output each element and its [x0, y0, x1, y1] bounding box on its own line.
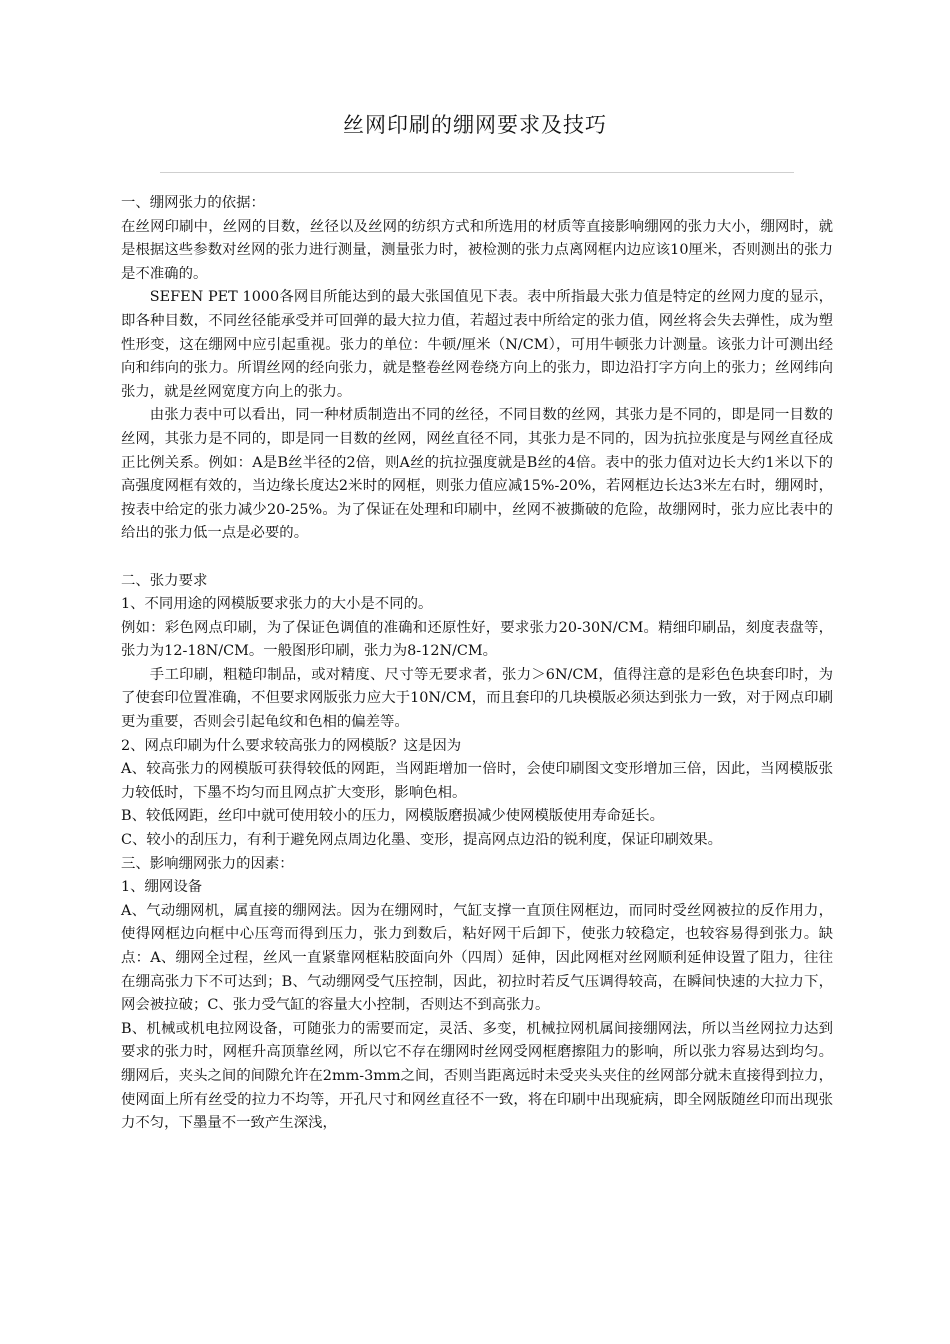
paragraph: 由张力表中可以看出，同一种材质制造出不同的丝径，不同目数的丝网，其张力是不同的，即是同一目数的丝网，其张力是不同的，即是同一目数的丝网，网丝直径不同，其张力是不同的，因为抗拉张度是与网丝直径成正比例关系。例如：A是B丝半径的2倍，则A丝的抗拉强度就是B丝的4倍。表中的张力值对边长大约1米以下的高强度网框有效的，当边缘长度达2米时的网框，则张力值应减15%-20%，若网框边长达3米左右时，绷网时，按表中给定的张力减少20-25%。为了保证在处理和印刷中，丝网不被撕破的危险，故绷网时，张力应比表中的给出的张力低一点是必要的。: [121, 407, 833, 542]
section-heading-1: 一、绷网张力的依据：: [121, 195, 265, 211]
paragraph: A、气动绷网机，属直接的绷网法。因为在绷网时，气缸支撑一直顶住网框边，而同时受丝网被拉的反作用力，使得网框边向框中心压弯而得到压力，张力到数后，粘好网干后卸下，使张力较稳定，也较容易得到张力。缺点：A、绷网全过程，丝风一直紧靠网框粘胶面向外（四周）延伸，因此网框对丝网顺利延伸设置了阻力，往往在绷高张力下不可达到；B、气动绷网受气压控制，因此，初拉时若反气压调得较高，在瞬间快速的大拉力下，网会被拉破；C、张力受气缸的容量大小控制，否则达不到高张力。: [121, 902, 833, 1014]
paragraph: 2、网点印刷为什么要求较高张力的网模版？这是因为: [121, 737, 462, 754]
page-title: 丝网印刷的绷网要求及技巧: [343, 113, 607, 137]
paragraph: 1、不同用途的网模版要求张力的大小是不同的。: [121, 596, 433, 613]
paragraph: 手工印刷，粗糙印制品，或对精度、尺寸等无要求者，张力＞6N/CM，值得注意的是彩色色块套印时，为了使套印位置准确，不但要求网版张力应大于10N/CM，而且套印的几块模版必须达到张力一致，对于网点印刷更为重要，否则会引起龟纹和色相的偏差等。: [121, 666, 833, 731]
paragraph: C、较小的刮压力，有利于避免网点周边化墨、变形，提高网点边沿的锐利度，保证印刷效果。: [121, 832, 723, 849]
section-heading-3: 三、影响绷网张力的因素：: [121, 855, 294, 872]
paragraph: SEFEN PET 1000各网目所能达到的最大张国值见下表。表中所指最大张力值是特定的丝网力度的显示，即各种目数，不同丝径能承受并可回弹的最大拉力值，若超过表中所给定的张力值，网丝将会失去弹性，成为塑性形变，这在绷网中应引起重视。张力的单位：牛顿/厘米（N/CM），可用牛顿张力计测量。该张力计可测出经向和纬向的张力。所谓丝网的经向张力，就是整卷丝网卷绕方向上的张力，即边沿打字方向上的张力；丝网纬向张力，就是丝网宽度方向上的张力。: [121, 289, 833, 400]
section-heading-2: 二、张力要求: [121, 572, 208, 589]
document-body: [121, 192, 833, 1136]
title-divider: [160, 172, 794, 173]
paragraph: B、机械或机电拉网设备，可随张力的需要而定，灵活、多变，机械拉网机属间接绷网法，所以当丝网拉力达到要求的张力时，网框升高顶靠丝网，所以它不存在绷网时丝网受网框磨擦阻力的影响，所以张力容易达到均匀。 绷网后，夹头之间的间隙允许在2mm-3mm之间，否则当距离远时未受夹头夹住的丝网部分就未直接得到拉力，使网面上所有丝受的拉力不均等，开孔尺寸和网丝直径不一致，将在印刷中出现疵病，即全网版随丝印而出现张力不匀，下墨量不一致产生深浅，: [121, 1020, 833, 1132]
paragraph: 在丝网印刷中，丝网的目数，丝径以及丝网的纺织方式和所选用的材质等直接影响绷网的张力大小，绷网时，就是根据这些参数对丝网的张力进行测量，测量张力时，被检测的张力点离网框内边应该10厘米，否则测出的张力是不准确的。: [121, 218, 833, 282]
paragraph: 1、绷网设备: [121, 879, 203, 896]
paragraph: A、较高张力的网模版可获得较低的网距，当网距增加一倍时，会使印刷图文变形增加三倍，因此，当网模版张力较低时，下墨不均匀而且网点扩大变形，影响色相。: [121, 761, 833, 801]
paragraph: B、较低网距，丝印中就可使用较小的压力，网模版磨损减少使网模版使用寿命延长。: [121, 808, 665, 825]
paragraph: 例如：彩色网点印刷，为了保证色调值的准确和还原性好，要求张力20-30N/CM。精细印刷品，刻度表盘等，张力为12-18N/CM。一般图形印刷，张力为8-12N/CM。: [121, 619, 833, 660]
